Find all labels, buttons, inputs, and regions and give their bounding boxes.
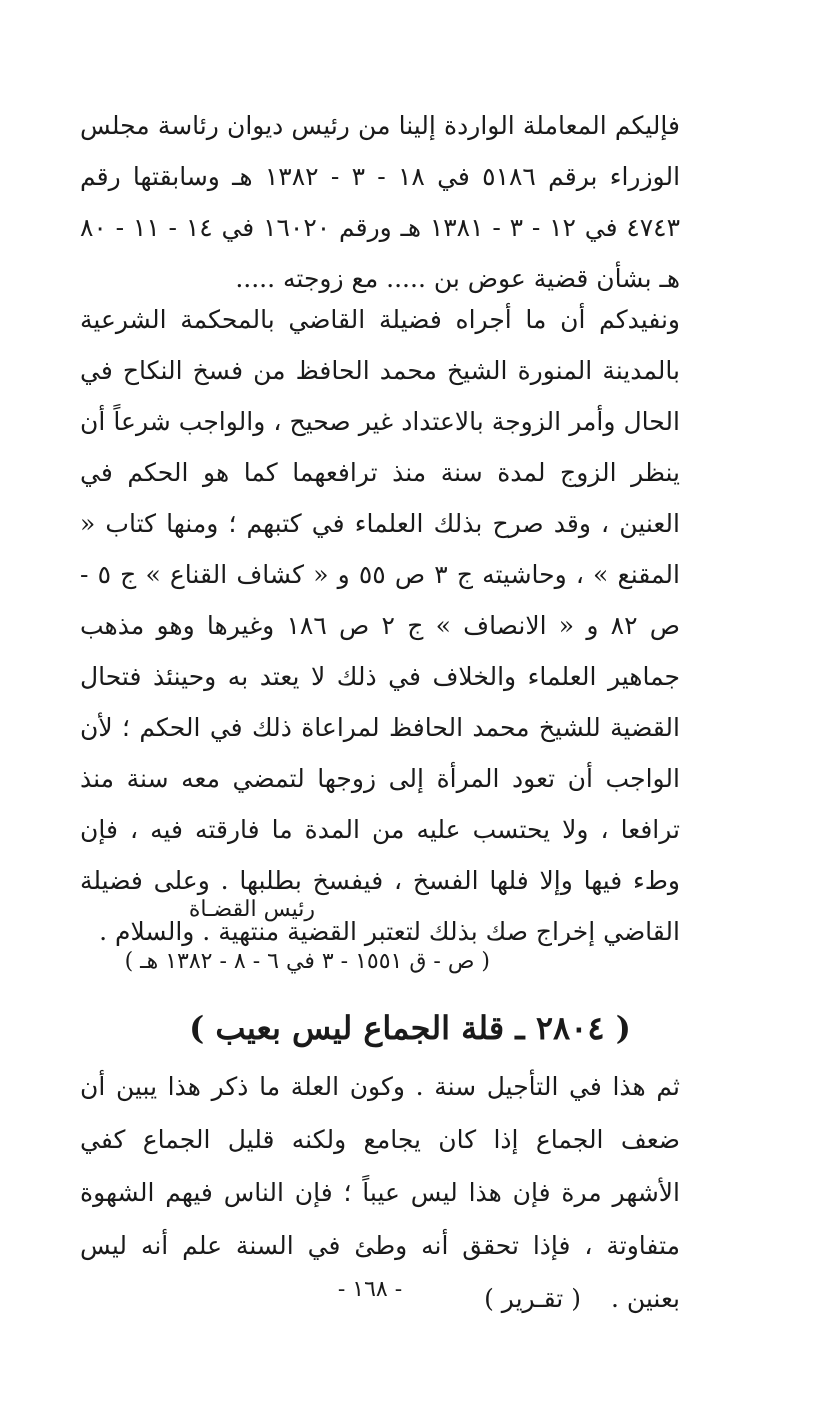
- paragraph-3-text: ثم هذا في التأجيل سنة . وكون العلة ما ذكر هذا يبين أن ضعف الجماع إذا كان يجامع ولكنه قليل الجماع كفي الأشهر مرة فإن هذا ليس عيباً ؛ فإن الناس فيهم الشهوة متفاوتة ، فإذا تحقق أنه وطئ في السنة علم أنه ليس بعنين .: [80, 1072, 680, 1313]
- letter-paragraph-intro: [80, 100, 680, 304]
- paragraph-1-text: فإليكم المعاملة الواردة إلينا من رئيس ديوان رئاسة مجلس الوزراء برقم ٥١٨٦ في ١٨ - ٣ - ١٣٨٢ هـ وسابقتها رقم ٤٧٤٣ في ١٢ - ٣ - ١٣٨١ هـ ورقم ١٦٠٢٠ في ١٤ - ١١ - ٨٠ هـ بشأن قضية عوض بن ..... مع زوجته .....: [80, 111, 681, 293]
- signature-title: رئيس القضـاة: [188, 897, 315, 922]
- section-heading: ( ٢٨٠٤ ـ قلة الجماع ليس بعيب ): [189, 1009, 631, 1047]
- page-number: - ١٦٨ -: [337, 1277, 403, 1302]
- letter-paragraph-ruling: [80, 294, 680, 957]
- source-tag: ( تقـرير ): [484, 1284, 581, 1313]
- paragraph-2-text: ونفيدكم أن ما أجراه فضيلة القاضي بالمحكمة الشرعية بالمدينة المنورة الشيخ محمد الحافظ من فسخ النكاح في الحال وأمر الزوجة بالاعتداد غير صحيح ، والواجب شرعاً أن ينظر الزوج لمدة سنة منذ ترافعهما كما هو الحكم في العنين ، وقد صرح بذلك العلماء في كتبهم ؛ ومنها كتاب « المقنع » ، وحاشيته ج ٣ ص ٥٥ و « كشاف القناع » ج ٥ - ص ٨٢ و « الانصاف » ج ٢ ص ١٨٦ وغيرها وهو مذهب جماهير العلماء والخلاف في ذلك لا يعتد به وحينئذ فتحال القضية للشيخ محمد الحافظ لمراعاة ذلك في الحكم ؛ لأن الواجب أن تعود المرأة إلى زوجها لتمضي معه سنة منذ ترافعا ، ولا يحتسب عليه من المدة ما فارقته فيه ، فإن وطء فيها وإلا فلها الفسخ ، فيفسخ بطلبها . وعلى فضيلة القاضي إخراج صك بذلك لتعتبر القضية منتهية . والسلام .: [80, 305, 681, 946]
- reference-number: ( ص - ق ١٥٥١ - ٣ في ٦ - ٨ - ١٣٨٢ هـ ): [124, 949, 490, 974]
